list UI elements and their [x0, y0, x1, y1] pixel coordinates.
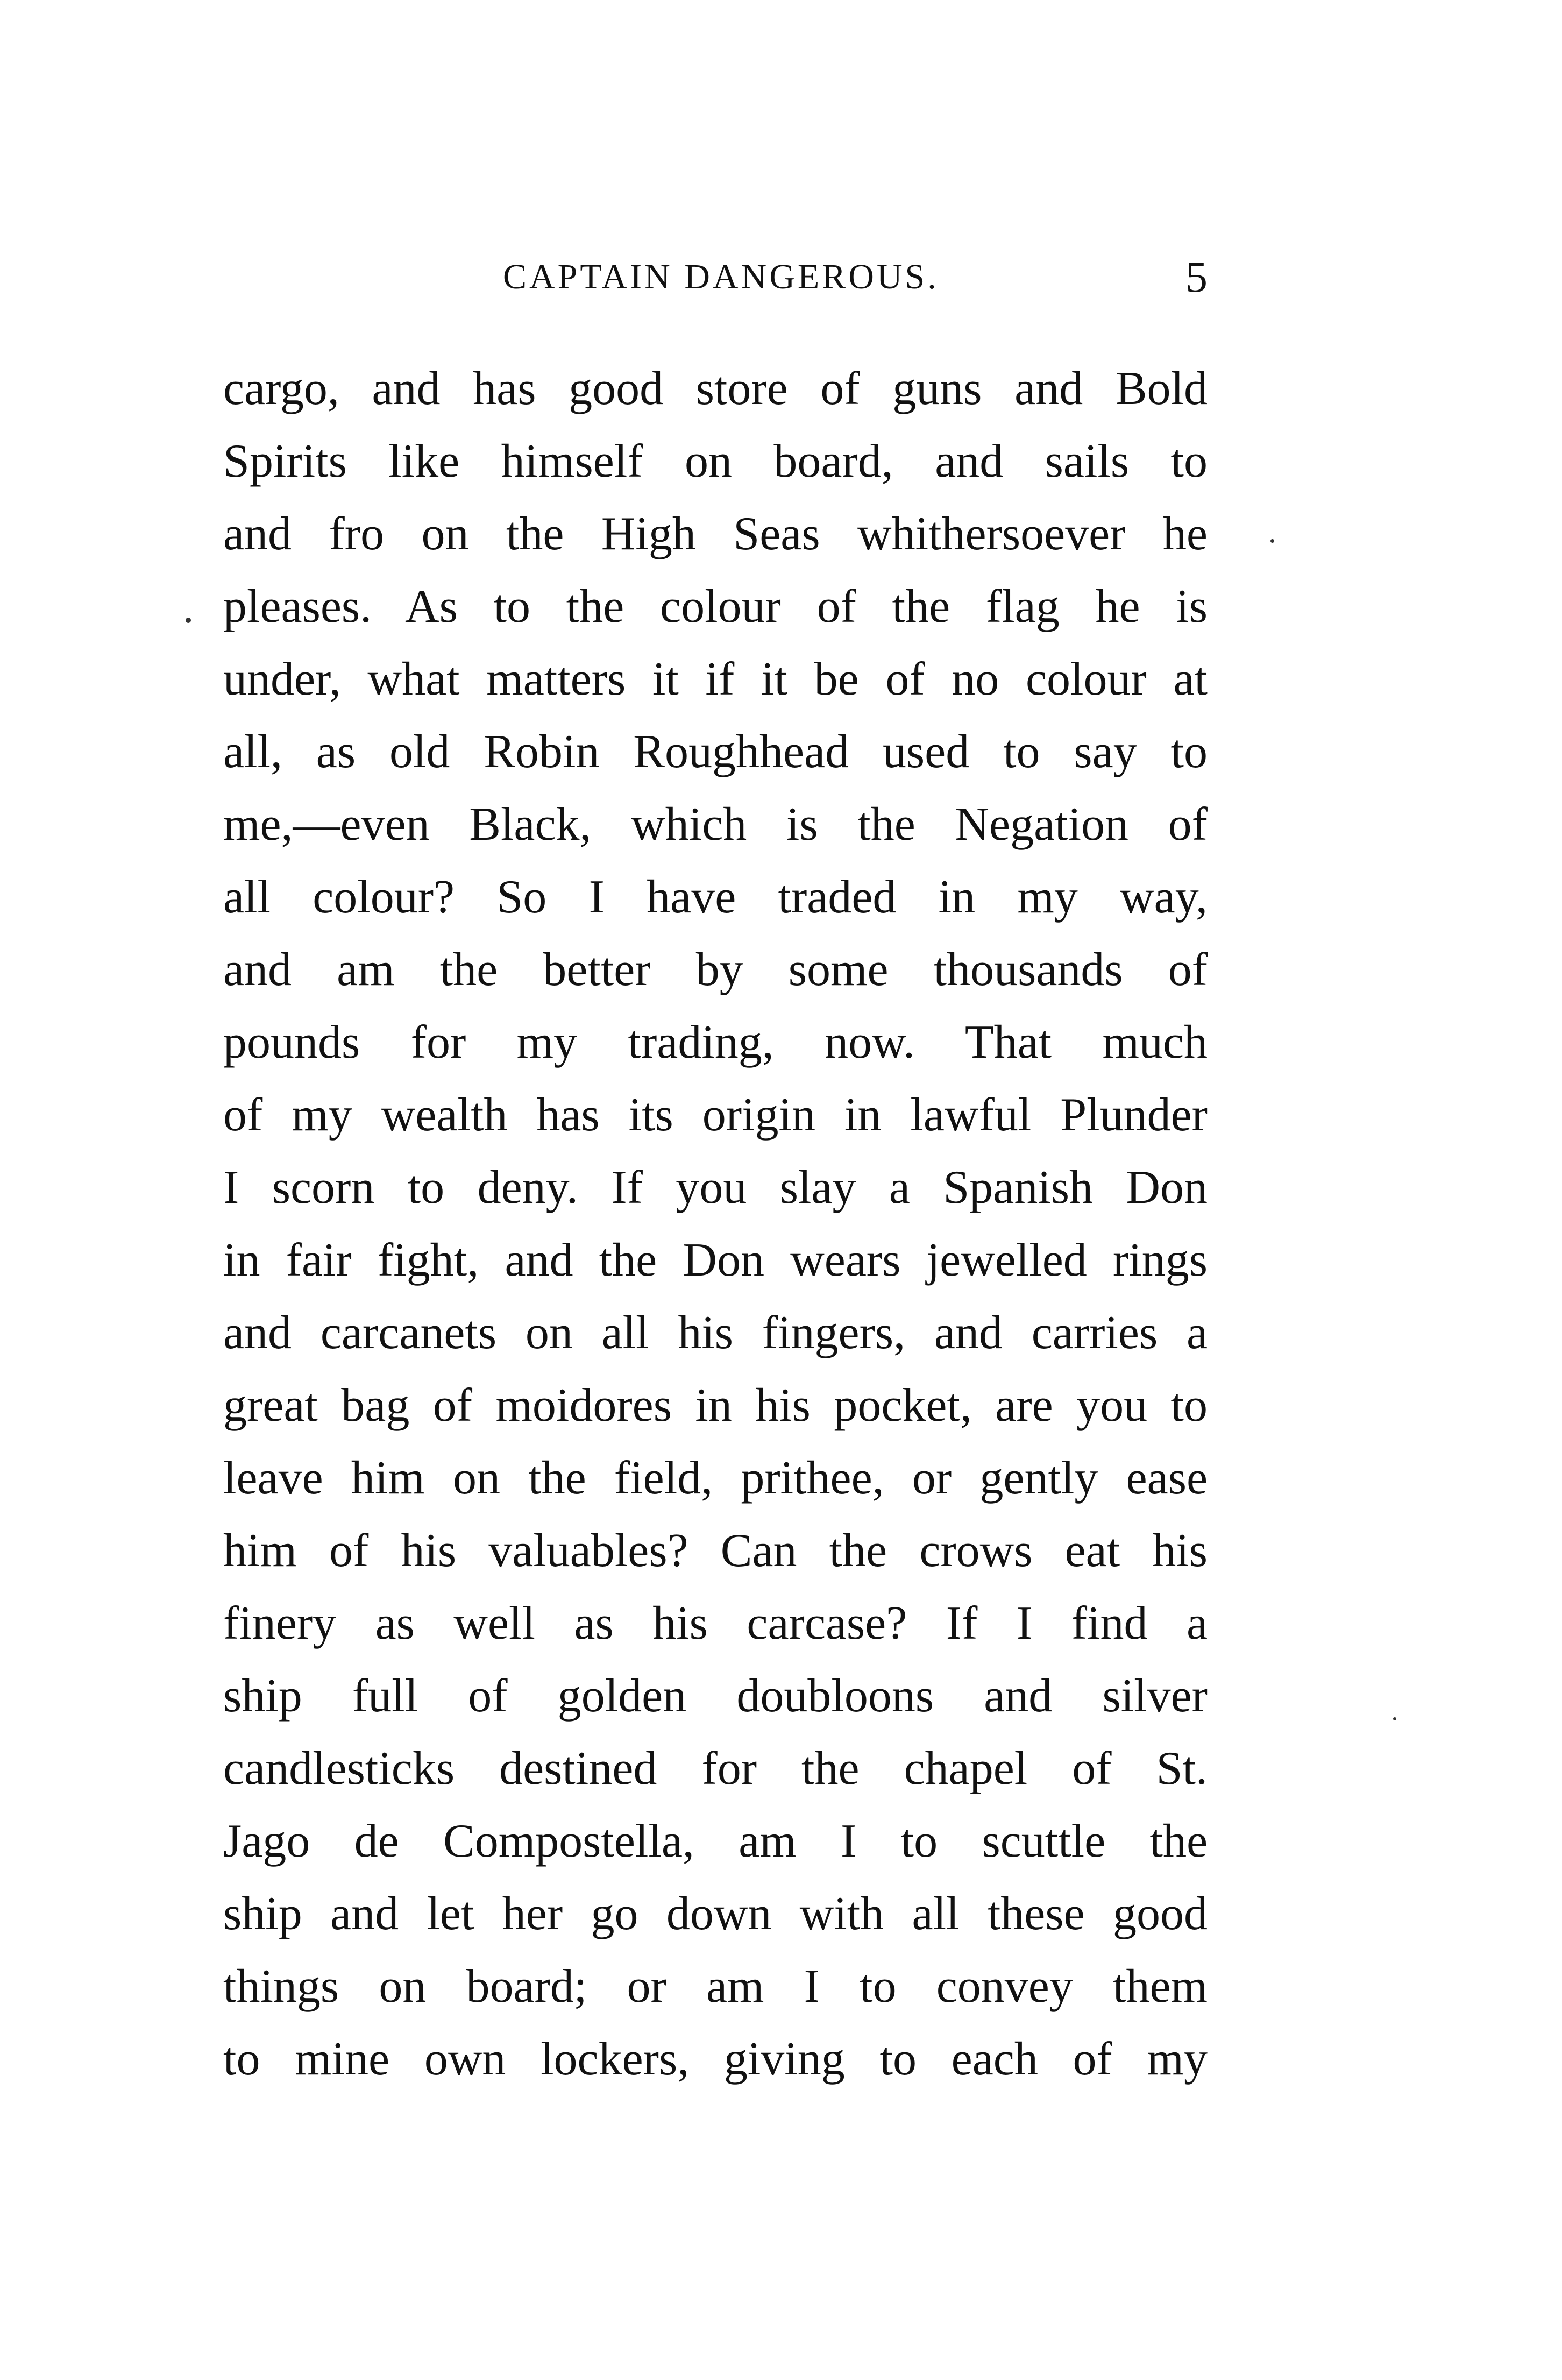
text-line: and am the better by some thousands of: [223, 944, 1208, 996]
page-number: 5: [1185, 252, 1208, 301]
text-line: leave him on the field, prithee, or gently ease: [223, 1452, 1208, 1504]
text-line: cargo, and has good store of guns and Bold: [223, 363, 1208, 415]
print-speck: [1393, 1717, 1396, 1720]
text-line: pleases. As to the colour of the flag he is: [223, 580, 1208, 633]
text-line: pounds for my trading, now. That much: [223, 1016, 1208, 1068]
text-line: Jago de Compostella, am I to scuttle the: [223, 1815, 1208, 1867]
text-line: in fair fight, and the Don wears jewelled rings: [223, 1234, 1208, 1286]
text-line: to mine own lockers, giving to each of my: [223, 2033, 1208, 2085]
text-line: and carcanets on all his fingers, and carries a: [223, 1307, 1208, 1359]
print-speck: [186, 618, 191, 623]
running-title: CAPTAIN DANGEROUS.: [503, 257, 939, 296]
body-text: [223, 352, 1208, 2095]
running-head: [223, 253, 1208, 301]
text-line: me,—even Black, which is the Negation of: [223, 798, 1208, 851]
text-line: and fro on the High Seas whithersoever he: [223, 508, 1208, 560]
text-line: him of his valuables? Can the crows eat his: [223, 1525, 1208, 1577]
text-line: under, what matters it if it be of no colour at: [223, 653, 1208, 705]
text-line: great bag of moidores in his pocket, are you to: [223, 1379, 1208, 1432]
text-line: I scorn to deny. If you slay a Spanish Don: [223, 1161, 1208, 1214]
text-line: Spirits like himself on board, and sails to: [223, 435, 1208, 487]
text-line: ship full of golden doubloons and silver: [223, 1670, 1208, 1722]
text-line: all colour? So I have traded in my way,: [223, 871, 1208, 923]
text-line: all, as old Robin Roughhead used to say to: [223, 726, 1208, 778]
text-line: things on board; or am I to convey them: [223, 1960, 1208, 2013]
text-line: of my wealth has its origin in lawful Plunder: [223, 1089, 1208, 1141]
text-line: candlesticks destined for the chapel of St.: [223, 1742, 1208, 1795]
text-line: ship and let her go down with all these good: [223, 1888, 1208, 1940]
print-speck: [1270, 539, 1274, 543]
text-line: finery as well as his carcase? If I find a: [223, 1597, 1208, 1649]
